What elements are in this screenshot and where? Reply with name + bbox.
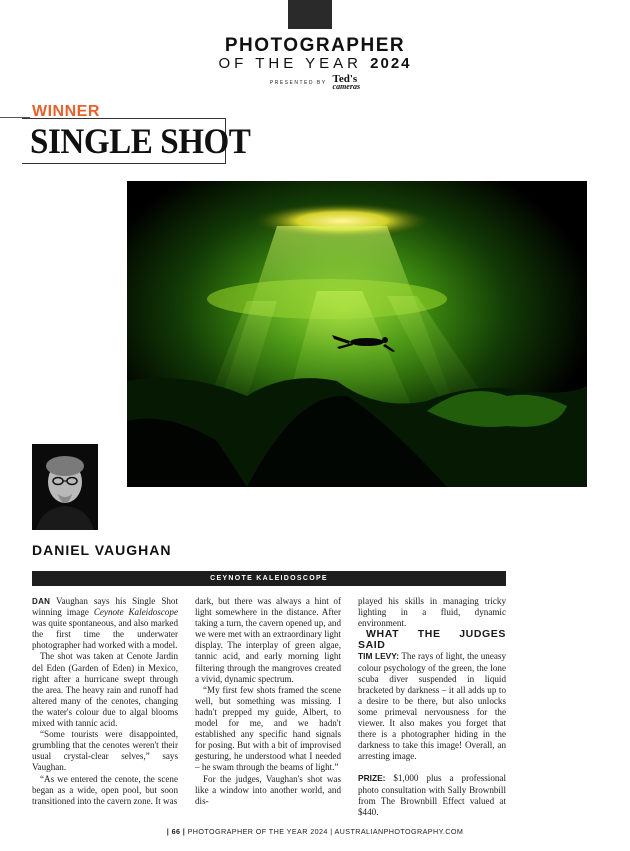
- article-column-1: [32, 596, 178, 807]
- underwater-cavern-image: [127, 181, 587, 487]
- prize-text: $1,000 plus a professional photo consultation with Sally Brownbill from The Brownbill Effect valued at $440.: [358, 773, 506, 817]
- magazine-header: [0, 36, 630, 91]
- paragraph: The shot was taken at Cenote Jardin del Eden (Garden of Eden) in Mexico, right after a hurricane swept through the area. The heavy rain and runoff had altered many of the cenotes, changing the water's colour due to algal blooms mixed with tannic acid.: [32, 651, 178, 729]
- image-title-bar: CEYNOTE KALEIDOSCOPE: [32, 571, 506, 586]
- photographer-portrait: [32, 444, 98, 530]
- paragraph: “My first few shots framed the scene well, but something was missing. I hadn't prepped my guide, Albert, to model for me, and we hadn't established any specific hand signals for posing. But with a bit of improvised gesturing, he understood what I needed – he swam through the beams of light.”: [195, 684, 341, 773]
- page-footer: [0, 827, 630, 836]
- category-title: SINGLE SHOT: [30, 121, 251, 161]
- photographer-name: DANIEL VAUGHAN: [32, 542, 172, 558]
- paragraph: “Some tourists were disappointed, grumbling that the cenotes weren't their usual crystal-clear selves,” says Vaughan.: [32, 729, 178, 773]
- footer-text: PHOTOGRAPHER OF THE YEAR 2024 | AUSTRALIANPHOTOGRAPHY.COM: [187, 827, 464, 836]
- paragraph: dark, but there was always a hint of light somewhere in the distance. After taking a turn, the cavern opened up, and we were met with an extraordinary light display. The interplay of green algae, tannic acid, and early morning light filtering through the mangroves created a vivid, dynamic spectrum.: [195, 596, 341, 684]
- lead-in: DAN: [32, 597, 51, 606]
- text-run: was quite spontaneous, and also marked the first time the underwater photographer had worked with a model.: [32, 618, 178, 651]
- presented-by-label: PRESENTED BY: [269, 80, 327, 86]
- portrait-image: [32, 444, 98, 530]
- sponsor-logo-line1: Ted's: [332, 73, 358, 85]
- winner-label: WINNER: [32, 103, 100, 120]
- header-title: PHOTOGRAPHER: [224, 35, 406, 56]
- paragraph: [32, 596, 178, 651]
- header-subtitle-text: OF THE YEAR: [218, 55, 362, 72]
- page-number: | 66 |: [166, 827, 186, 836]
- sponsor-logo-line2: cameras: [332, 82, 361, 91]
- sponsor-logo: [333, 75, 361, 91]
- winning-photo: [127, 181, 587, 487]
- header-year: 2024: [370, 55, 412, 72]
- paragraph: “As we entered the cenote, the scene began as a wide, open pool, but soon transitioned into the cavern zone. It was: [32, 773, 178, 806]
- presented-by: [0, 75, 630, 91]
- article-column-2: [195, 596, 341, 807]
- judge-name: TIM LEVY:: [358, 651, 400, 662]
- top-tab: [288, 0, 332, 29]
- article-column-3: [358, 596, 506, 818]
- paragraph: played his skills in managing tricky lighting in a fluid, dynamic environment.: [358, 596, 506, 629]
- paragraph: For the judges, Vaughan's shot was like a window into another world, and dis-: [195, 773, 341, 806]
- judges-heading: WHAT THE JUDGES SAID: [358, 628, 506, 652]
- image-title-italic: Ceynote Kaleidoscope: [93, 607, 178, 618]
- text-run: Vaughan says his Single Shot winning image: [32, 596, 178, 618]
- judge-text: The rays of light, the uneasy colour psychology of the green, the lone scuba diver suspended in liquid bracketed by darkness – it all adds up to a desire to be there, but also unlocks some primeval nervousness for the viewer. It also makes you forget that there is a photographer hiding in the darkness to take this image! Overall, an arresting image.: [358, 651, 506, 762]
- prize: [358, 773, 506, 817]
- header-subtitle: [0, 55, 630, 72]
- judge-comment: [358, 651, 506, 762]
- prize-label: PRIZE:: [358, 773, 386, 784]
